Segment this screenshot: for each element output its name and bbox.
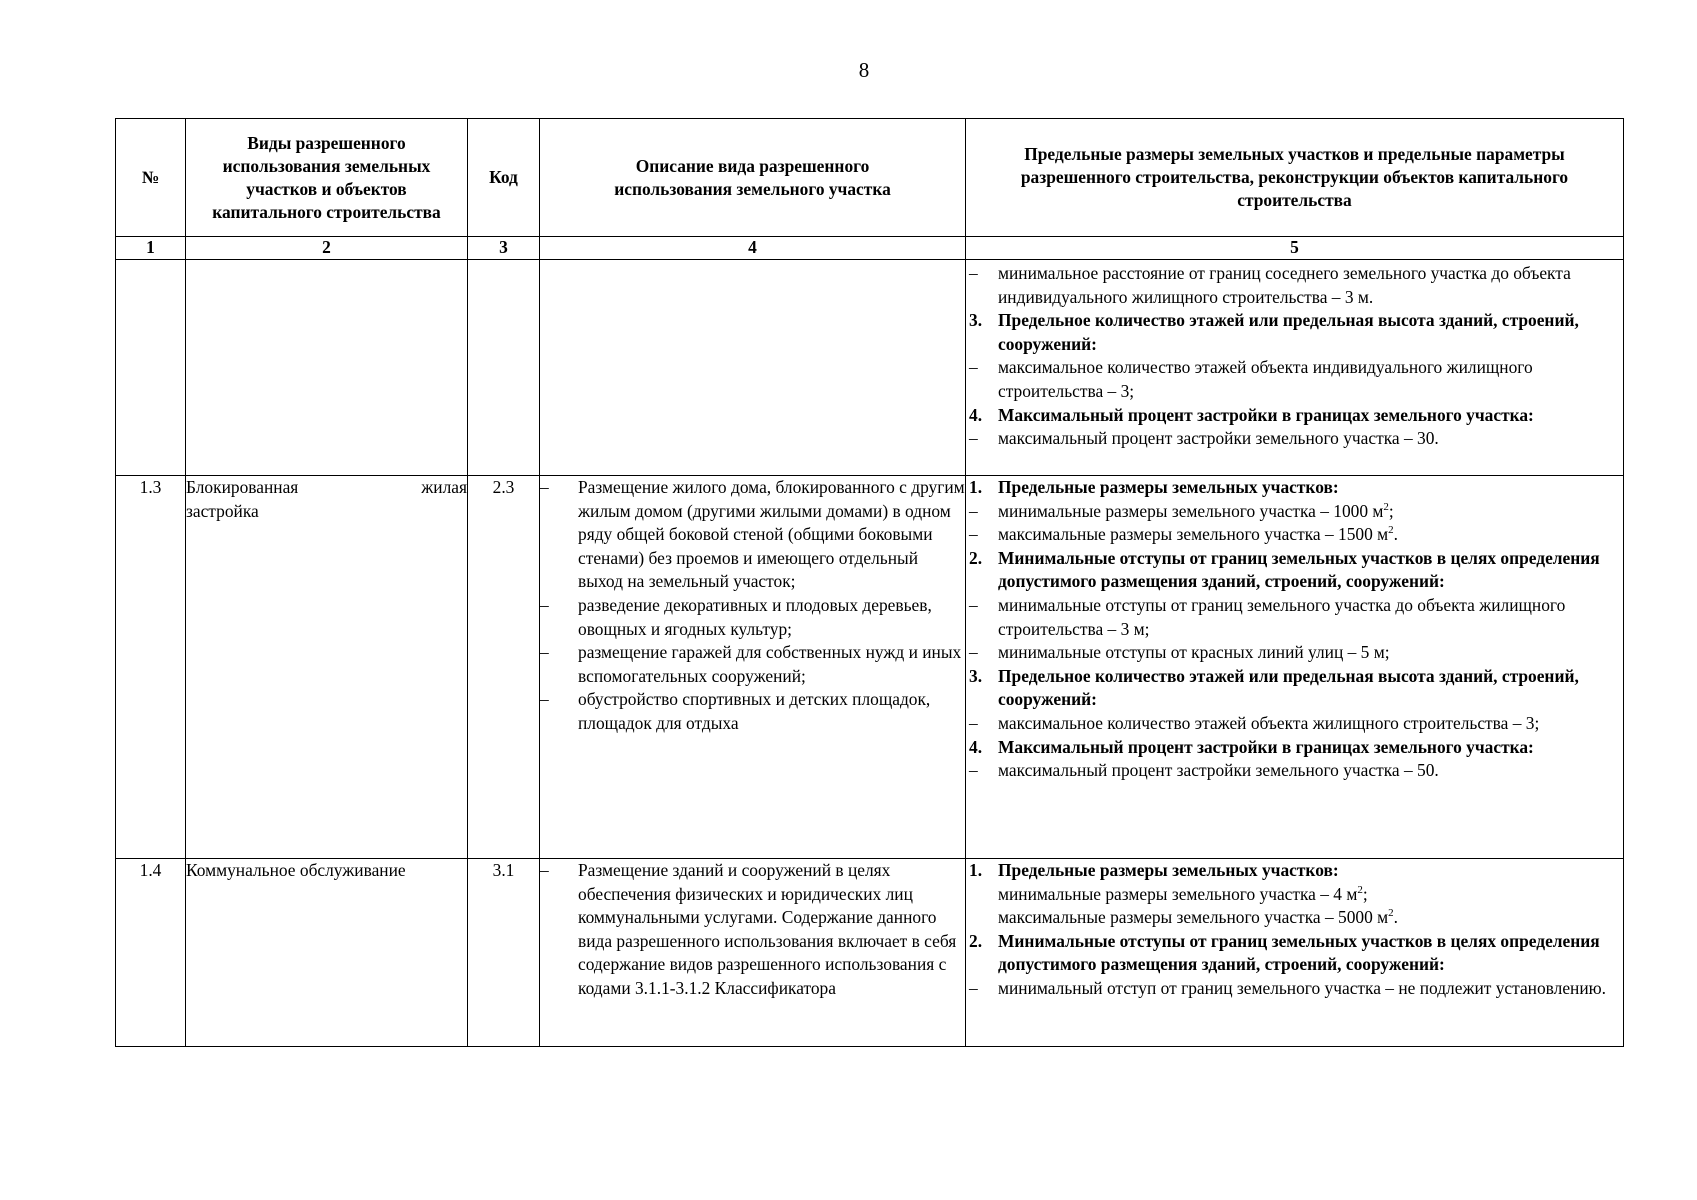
header-code: Код — [468, 119, 540, 237]
column-number: 5 — [966, 237, 1624, 260]
desc-item: – обустройство спортивных и детских площадок, площадок для отдыха — [540, 689, 931, 733]
param-heading: 2. Минимальные отступы от границ земельных участков в целях определения допустимого размещения зданий, строений, сооружений: — [969, 930, 1600, 975]
column-number-row — [116, 237, 1624, 260]
row-code: 3.1 — [468, 859, 540, 1047]
param-item: – минимальные размеры земельного участка – 1000 $м^2$; — [969, 500, 1394, 521]
param-heading: 1. Предельные размеры земельных участков: — [969, 477, 1339, 497]
column-number: 4 — [540, 237, 966, 260]
table-row — [116, 859, 1624, 1047]
row-description — [540, 476, 966, 859]
param-heading: 1. Предельные размеры земельных участков: — [969, 860, 1339, 880]
param-heading: 3. Предельное количество этажей или предельная высота зданий, строений, сооружений: — [969, 665, 1579, 710]
row-number: 1.4 — [116, 859, 186, 1047]
param-item: – максимальные размеры земельного участка – 1500 $м^2$. — [969, 524, 1398, 545]
column-number: 3 — [468, 237, 540, 260]
column-number: 2 — [186, 237, 468, 260]
desc-item: – разведение декоративных и плодовых деревьев, овощных и ягодных культур; — [540, 594, 932, 639]
header-use-type: Виды разрешенного использования земельных участков и объектов капитального строительства — [186, 119, 468, 237]
param-item: – минимальный отступ от границ земельного участка – не подлежит установлению. — [969, 977, 1606, 998]
param-heading: 4. Максимальный процент застройки в границах земельного участка: — [969, 736, 1534, 757]
row-code: 2.3 — [468, 476, 540, 859]
param-item: – минимальное расстояние от границ соседнего земельного участка до объекта индивидуального жилищного строительства – 3 м. — [969, 263, 1571, 307]
row-description — [540, 260, 966, 476]
param-item: – максимальный процент застройки земельного участка – 30. — [969, 428, 1439, 449]
desc-item: – Размещение зданий и сооружений в целях обеспечения физических и юридических лиц коммунальными услугами. Содержание данного вида разрешенного использования включает в себя содержание видов разрешенного использования с кодами 3.1.1-3.1.2 Классификатора — [540, 860, 957, 998]
row-parameters — [966, 476, 1624, 859]
table-header-row — [116, 119, 1624, 237]
row-parameters — [966, 260, 1624, 476]
page-number: 8 — [858, 58, 870, 82]
use-type-line: застройка — [186, 500, 259, 521]
table-row — [116, 260, 1624, 476]
param-heading: 4. Максимальный процент застройки в границах земельного участка: — [969, 404, 1534, 425]
row-description — [540, 859, 966, 1047]
row-parameters — [966, 859, 1624, 1047]
use-type-line: Блокированная жилая — [186, 477, 467, 497]
land-use-table — [115, 118, 1624, 1047]
param-item: – минимальные отступы от границ земельного участка до объекта жилищного строительства – 3 м; — [969, 594, 1566, 639]
param-item: максимальные размеры земельного участка – 5000 $м^2$. — [998, 907, 1398, 928]
param-item: – максимальное количество этажей объекта индивидуального жилищного строительства – 3; — [969, 357, 1533, 401]
param-item: – максимальное количество этажей объекта жилищного строительства – 3; — [969, 712, 1540, 733]
desc-item: – размещение гаражей для собственных нужд и иных вспомогательных сооружений; — [540, 642, 962, 686]
row-use-type: Коммунальное обслуживание — [186, 859, 468, 1047]
header-parameters: Предельные размеры земельных участков и предельные параметры разрешенного строительства, реконструкции объектов капитального строительства — [966, 119, 1624, 237]
param-item: – минимальные отступы от красных линий улиц – 5 м; — [969, 642, 1390, 663]
param-heading: 2. Минимальные отступы от границ земельных участков в целях определения допустимого размещения зданий, строений, сооружений: — [969, 547, 1600, 592]
column-number: 1 — [116, 237, 186, 260]
param-item: минимальные размеры земельного участка – 4 $м^2$; — [998, 883, 1368, 904]
header-number: № — [116, 119, 186, 237]
row-number: 1.3 — [116, 476, 186, 859]
param-heading: 3. Предельное количество этажей или предельная высота зданий, строений, сооружений: — [969, 310, 1579, 354]
desc-item: – Размещение жилого дома, блокированного с другим жилым домом (другими жилыми домами) в одном ряду общей боковой стеной (общими боковыми стенами) без проемов и имеющего отдельный выход на земельный участок; — [540, 477, 965, 592]
header-description: Описание вида разрешенного использования земельного участка — [540, 119, 966, 237]
param-item: – максимальный процент застройки земельного участка – 50. — [969, 760, 1439, 781]
row-code — [468, 260, 540, 476]
table-row — [116, 476, 1624, 859]
row-number — [116, 260, 186, 476]
row-use-type — [186, 476, 468, 859]
row-use-type — [186, 260, 468, 476]
